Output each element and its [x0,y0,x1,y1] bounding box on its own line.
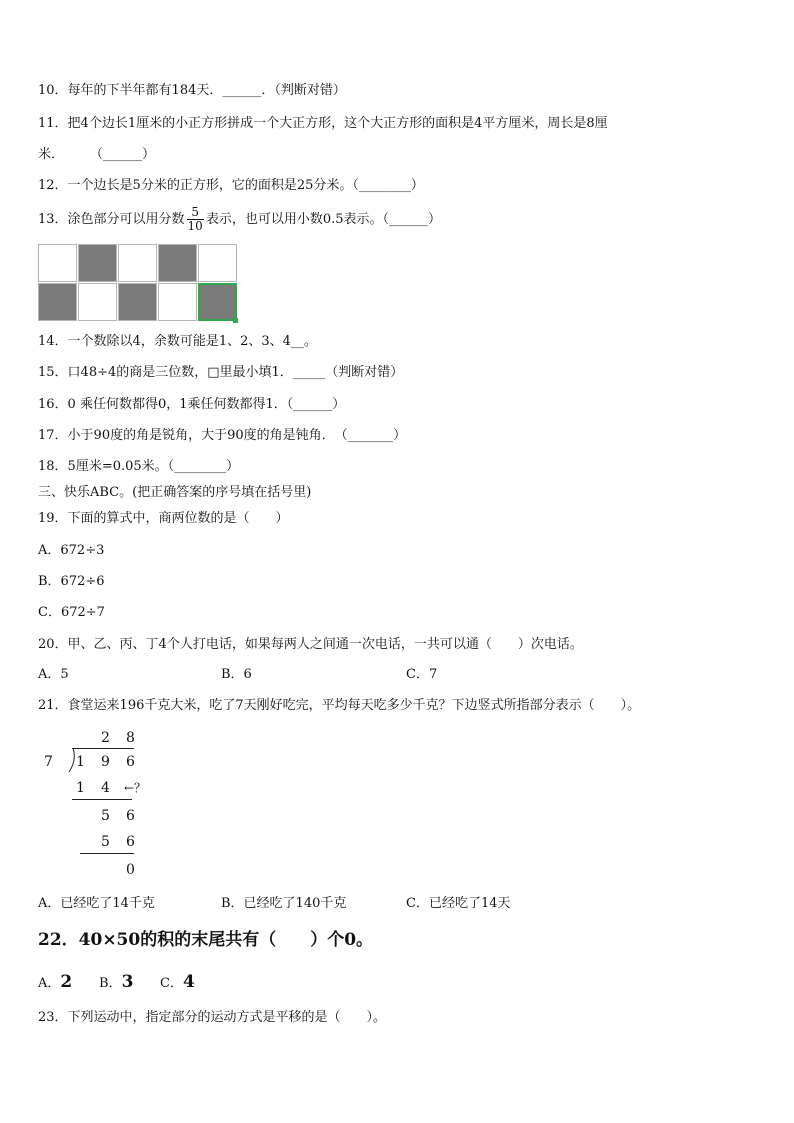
grid-cell-shaded [38,283,77,321]
option-letter: B． [99,976,122,991]
question-19-option-c: C．672÷7 [38,605,105,620]
question-20-option-b: B．6 [221,667,252,682]
question-21-option-c: C．已经吃了14天 [406,896,511,911]
question-21-option-a: A．已经吃了14千克 [38,896,155,911]
question-13 [38,203,441,237]
arrow-question-mark: ←？ [124,781,147,795]
question-14: 14．一个数除以4，余数可能是1、2、3、4__。 [38,334,317,349]
grid-cell [198,244,237,282]
question-12: 12．一个边长是5分米的正方形，它的面积是25分米。（________） [38,178,424,193]
quotient-digit: 2 [101,730,110,746]
option-value: 3 [121,972,134,992]
selection-handle [233,318,238,323]
question-21: 21．食堂运来196千克大米，吃了7天刚好吃完，平均每天吃多少千克？下边竖式所指部分表示（ ）。 [38,698,641,713]
question-18: 18．5厘米=0.05米。（________） [38,459,240,474]
partial-product-digit: 5 [101,834,110,850]
question-13-text-before: 13．涂色部分可以用分数 [38,212,185,227]
question-22-option-c [160,971,195,993]
shaded-grid-figure [38,244,238,322]
question-17: 17．小于90度的角是锐角，大于90度的角是钝角． （_______） [38,428,407,443]
divisor: 7 [44,754,53,770]
fraction [187,206,204,233]
question-19: 19．下面的算式中，商两位数的是（ ） [38,511,289,526]
question-19-option-a: A．672÷3 [38,543,105,558]
question-22-option-a [38,971,72,993]
option-value: 4 [182,972,195,992]
partial-product-digit: 6 [126,834,135,850]
grid-cell [158,283,197,321]
subtraction-line [72,799,132,800]
grid-cell [118,244,157,282]
dividend-digit: 6 [126,754,135,770]
division-bar [72,748,134,749]
quotient-digit: 8 [126,730,135,746]
question-20-option-c: C．7 [406,667,438,682]
grid-cell [78,283,117,321]
grid-cell-shaded-selected [198,283,237,321]
question-20: 20．甲、乙、丙、丁4个人打电话，如果每两人之间通一次电话，一共可以通（ ）次电话。 [38,637,583,652]
question-20-option-a: A．5 [38,667,69,682]
option-value: 2 [60,972,73,992]
option-letter: C． [160,976,183,991]
question-11-line2: 米． （______） [38,147,156,162]
remainder-digit: 6 [126,808,135,824]
long-division-figure [40,725,180,885]
grid-cell-shaded [78,244,117,282]
grid-cell-shaded [158,244,197,282]
question-16: 16．0 乘任何数都得0，1乘任何数都得1．（______） [38,397,346,412]
dividend-digit: 9 [101,754,110,770]
final-remainder: 0 [126,862,135,878]
partial-product-digit: 1 [76,780,85,796]
dividend-digit: 1 [76,754,85,770]
question-10: 10．每年的下半年都有184天．______．（判断对错） [38,83,346,98]
grid-cell [38,244,77,282]
subtraction-line [80,853,134,854]
question-22: 22．40×50的积的末尾共有（ ）个0。 [38,930,374,950]
option-letter: A． [38,976,61,991]
question-23: 23．下列运动中，指定部分的运动方式是平移的是（ ）。 [38,1010,387,1025]
question-22-option-b [99,971,133,993]
question-11-line1: 11．把4个边长1厘米的小正方形拼成一个大正方形，这个大正方形的面积是4平方厘米，周长是8厘 [38,116,608,131]
question-15: 15．口48÷4的商是三位数，□里最小填1．_____（判断对错） [38,365,404,380]
section-3-heading: 三、快乐ABC。(把正确答案的序号填在括号里) [38,485,312,500]
fraction-numerator: 5 [187,206,204,220]
grid-cell-shaded [118,283,157,321]
question-13-text-after: 表示，也可以用小数0.5表示。（______） [205,212,442,227]
question-21-option-b: B．已经吃了140千克 [221,896,347,911]
fraction-denominator: 10 [187,219,203,233]
question-19-option-b: B．672÷6 [38,574,105,589]
remainder-digit: 5 [101,808,110,824]
partial-product-digit: 4 [101,780,110,796]
